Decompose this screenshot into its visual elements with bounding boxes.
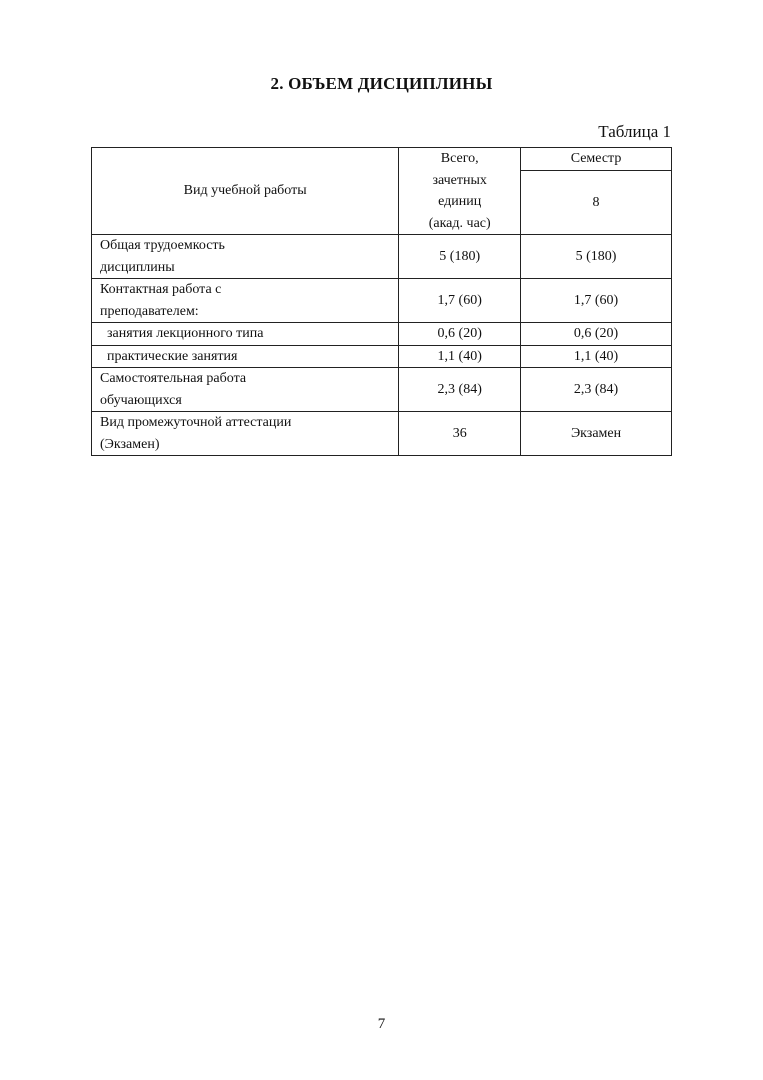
table-row	[92, 235, 672, 279]
table-row	[92, 279, 672, 323]
section-title: 2. ОБЪЕМ ДИСЦИПЛИНЫ	[270, 74, 493, 93]
page-number: 7	[377, 1016, 386, 1032]
row-semester: 1,7 (60)	[521, 279, 672, 323]
header-semester-number: 8	[521, 170, 672, 235]
row-label: Контактная работа с преподавателем:	[92, 279, 399, 323]
row-semester: Экзамен	[521, 412, 672, 456]
row-total: 2,3 (84)	[399, 368, 521, 412]
table-header-row	[92, 148, 672, 171]
discipline-volume-table	[91, 147, 672, 456]
row-total: 1,1 (40)	[399, 345, 521, 368]
row-total: 36	[399, 412, 521, 456]
table-row	[92, 368, 672, 412]
row-semester: 0,6 (20)	[521, 323, 672, 346]
row-label: Общая трудоемкость дисциплины	[92, 235, 399, 279]
table-row	[92, 323, 672, 346]
row-semester: 2,3 (84)	[521, 368, 672, 412]
table-row	[92, 345, 672, 368]
header-semester: Семестр	[521, 148, 672, 171]
row-semester: 1,1 (40)	[521, 345, 672, 368]
header-total: Всего, зачетных единиц (акад. час)	[399, 148, 521, 235]
row-semester: 5 (180)	[521, 235, 672, 279]
table-row	[92, 412, 672, 456]
row-total: 0,6 (20)	[399, 323, 521, 346]
table-caption: Таблица 1	[598, 122, 671, 141]
row-label: Самостоятельная работа обучающихся	[92, 368, 399, 412]
row-label: Вид промежуточной аттестации (Экзамен)	[92, 412, 399, 456]
row-total: 1,7 (60)	[399, 279, 521, 323]
row-label: занятия лекционного типа	[92, 323, 399, 346]
row-label: практические занятия	[92, 345, 399, 368]
row-total: 5 (180)	[399, 235, 521, 279]
header-work-type: Вид учебной работы	[92, 148, 399, 235]
